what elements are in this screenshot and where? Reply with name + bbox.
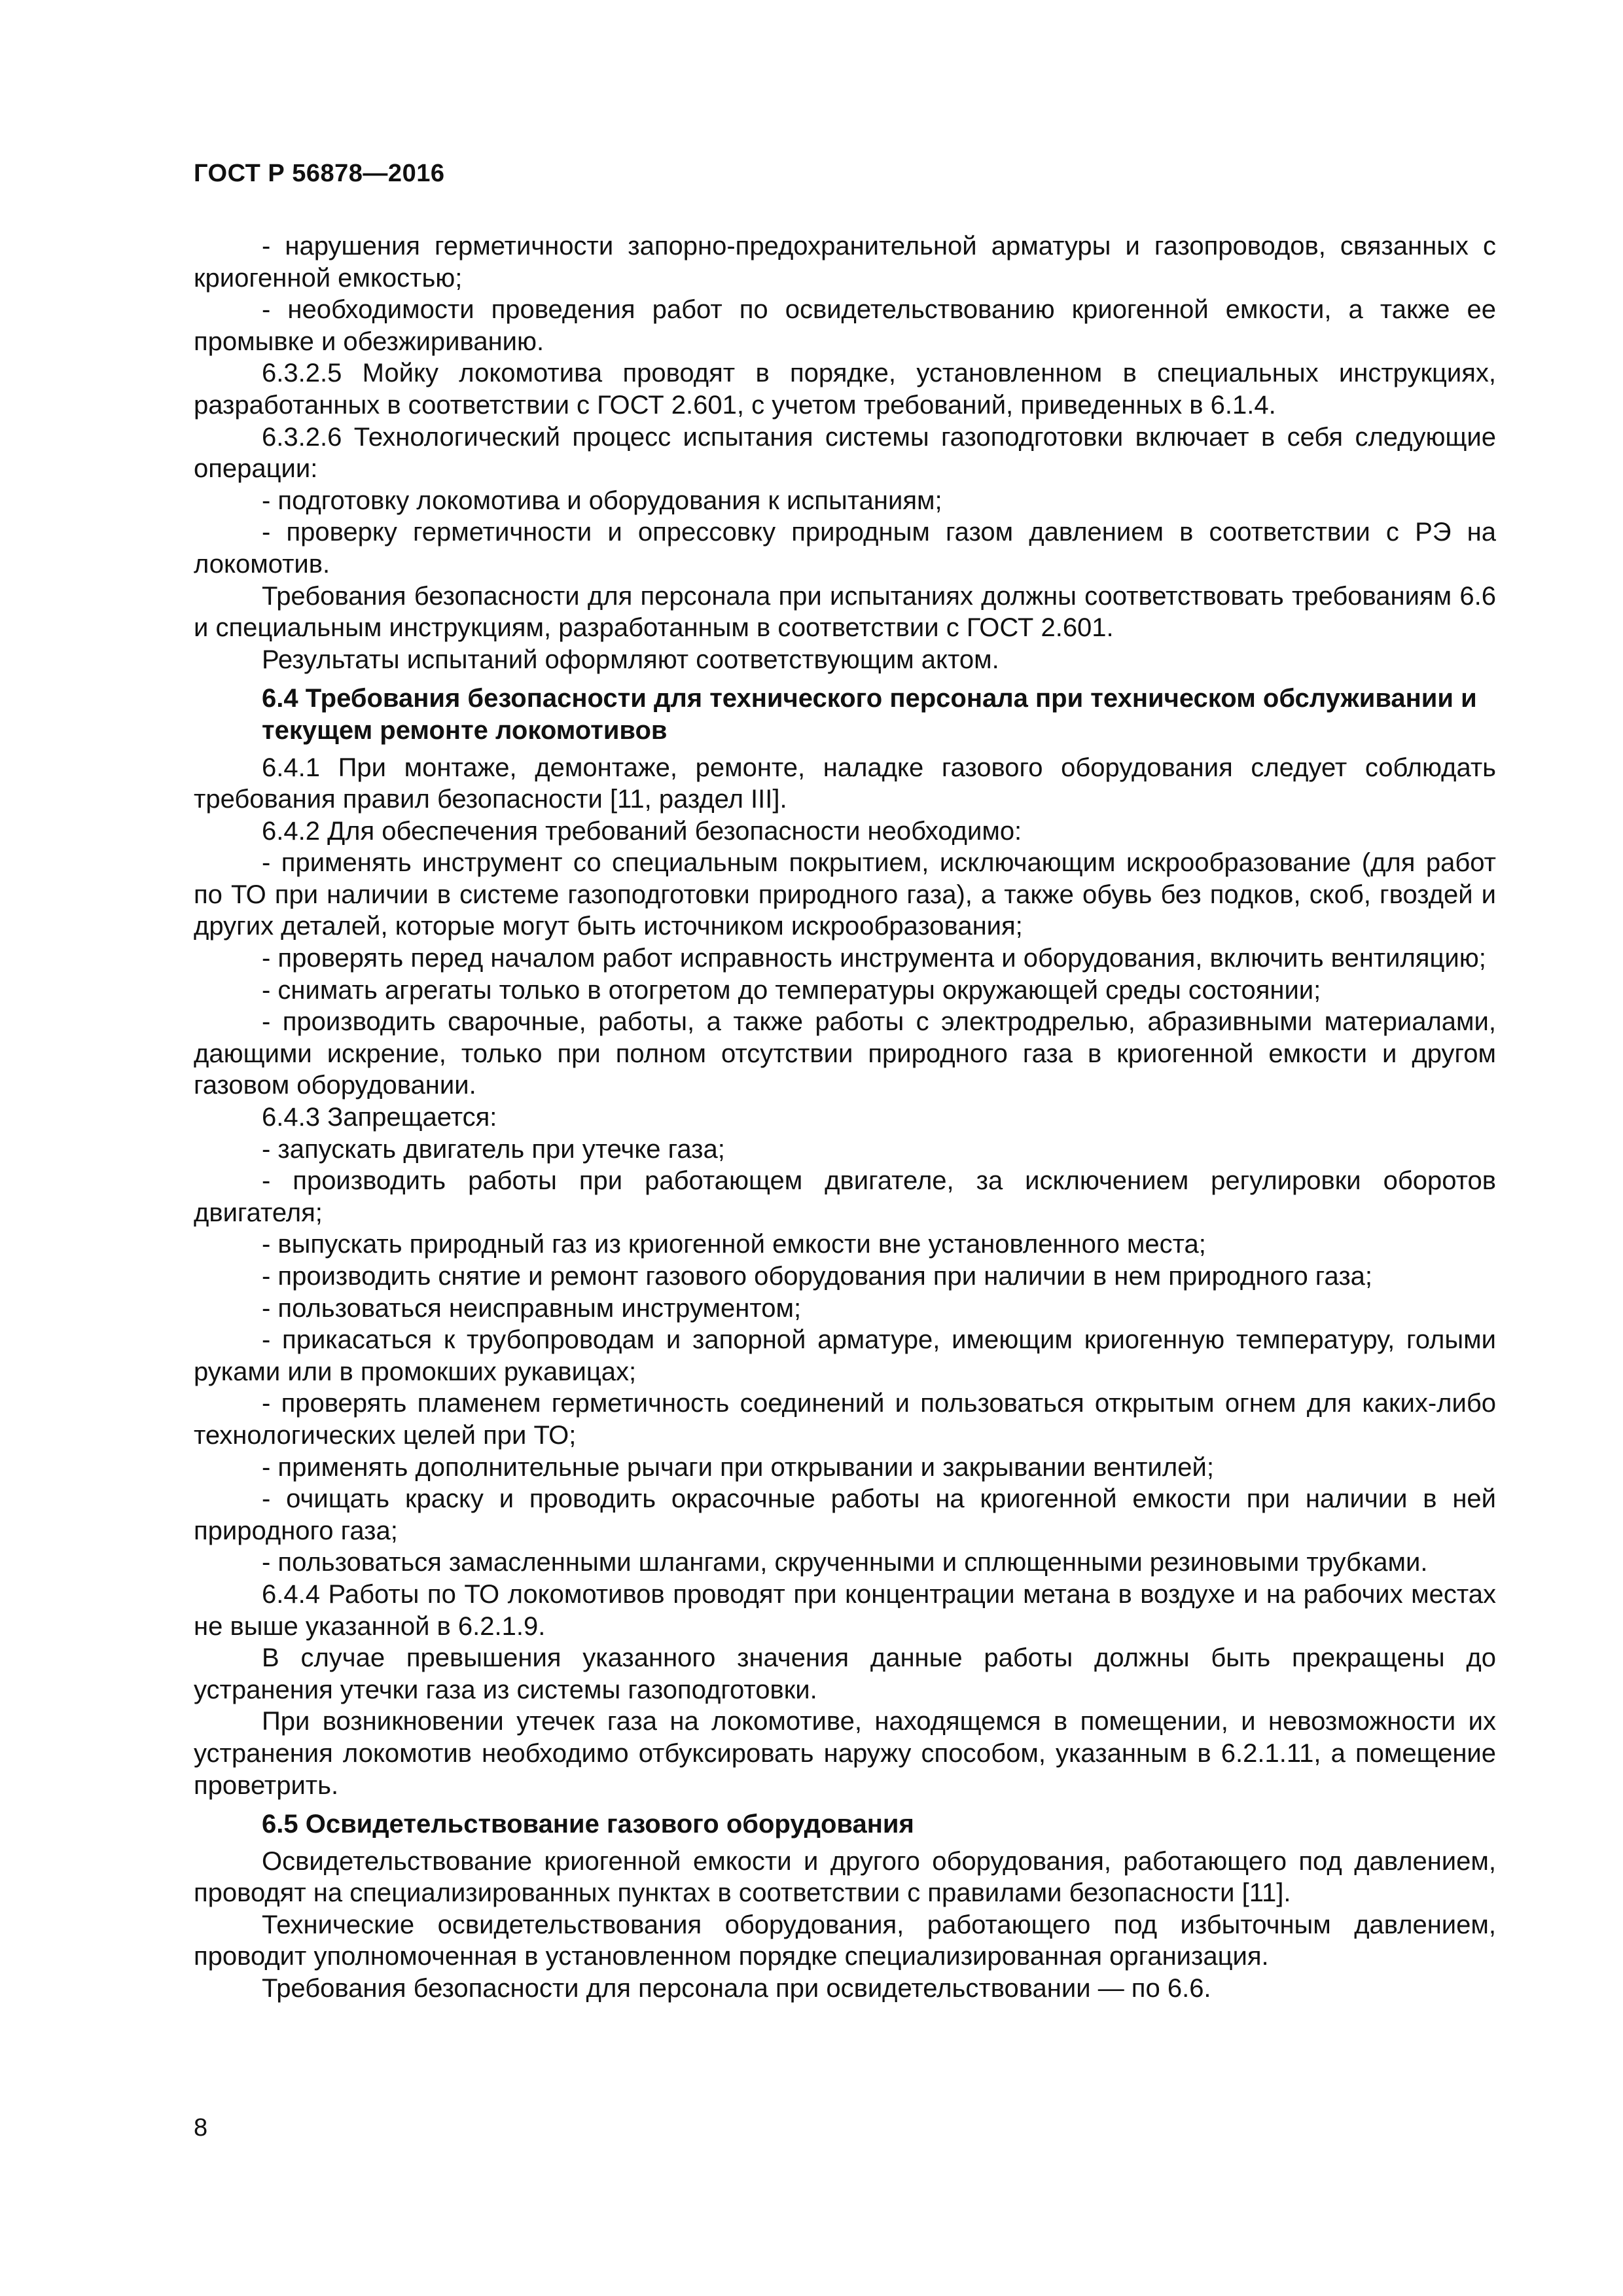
clause-paragraph: 6.4.1 При монтаже, демонтаже, ремонте, наладке газового оборудования следует соблюдать требования правил безопасности [11, раздел III]. [194,753,1496,814]
paragraph: Результаты испытаний оформляют соответствующим актом. [262,645,999,674]
list-item: - производить сварочные, работы, а также работы с электродрелью, абразивными материалами, дающими искрение, только при полном отсутствии природного газа в криогенной емкости и другом газовом оборудовании. [194,1007,1496,1100]
clause-paragraph: 6.4.3 Запрещается: [262,1103,497,1132]
list-item: - производить снятие и ремонт газового оборудования при наличии в нем природного газа; [262,1262,1373,1291]
document-body [194,230,1496,2005]
section-heading-6-5: 6.5 Освидетельствование газового оборудования [262,1810,914,1839]
list-item: - пользоваться неисправным инструментом; [262,1293,802,1323]
list-item: - применять дополнительные рычаги при открывании и закрывании вентилей; [262,1452,1214,1482]
list-item: - выпускать природный газ из криогенной емкости вне установленного места; [262,1230,1206,1259]
page-number: 8 [194,2114,208,2142]
section-heading-6-4: 6.4 Требования безопасности для технического персонала при техническом обслуживании и текущем ремонте локомотивов [262,684,1477,745]
list-item: - прикасаться к трубопроводам и запорной арматуре, имеющим криогенную температуру, голыми руками или в промокших рукавицах; [194,1325,1496,1386]
list-item: - пользоваться замасленными шлангами, скрученными и сплющенными резиновыми трубками. [262,1548,1428,1577]
document-header: ГОСТ Р 56878—2016 [194,160,445,187]
list-item: - производить работы при работающем двигателе, за исключением регулировки оборотов двигателя; [194,1166,1496,1227]
paragraph: В случае превышения указанного значения данные работы должны быть прекращены до устранения утечки газа из системы газоподготовки. [194,1643,1496,1704]
list-item: - снимать агрегаты только в отогретом до температуры окружающей среды состоянии; [262,975,1321,1005]
list-item: - подготовку локомотива и оборудования к испытаниям; [262,486,942,515]
list-item: - очищать краску и проводить окрасочные работы на криогенной емкости при наличии в ней природного газа; [194,1484,1496,1545]
paragraph: Требования безопасности для персонала при испытаниях должны соответствовать требованиям 6.6 и специальным инструкциям, разработанным в соответствии с ГОСТ 2.601. [194,581,1496,643]
paragraph: При возникновении утечек газа на локомотиве, находящемся в помещении, и невозможности их устранения локомотив необходимо отбуксировать наружу способом, указанным в 6.2.1.11, а помещение проветрить. [194,1707,1496,1800]
paragraph: Требования безопасности для персонала при освидетельствовании — по 6.6. [262,1974,1211,2003]
paragraph: Освидетельствование криогенной емкости и другого оборудования, работающего под давлением, проводят на специализированных пунктах в соответствии с правилами безопасности [11]. [194,1846,1496,1908]
clause-paragraph: 6.3.2.6 Технологический процесс испытания системы газоподготовки включает в себя следующие операции: [194,422,1496,484]
list-item: - проверять пламенем герметичность соединений и пользоваться открытым огнем для каких-либо технологических целей при ТО; [194,1389,1496,1450]
list-item: - запускать двигатель при утечке газа; [262,1134,725,1164]
clause-paragraph: 6.4.4 Работы по ТО локомотивов проводят при концентрации метана в воздухе и на рабочих местах не выше указанной в 6.2.1.9. [194,1579,1496,1641]
clause-paragraph: 6.4.2 Для обеспечения требований безопасности необходимо: [262,816,1022,846]
list-item: - проверку герметичности и опрессовку природным газом давлением в соответствии с РЭ на локомотив. [194,518,1496,579]
list-item: - необходимости проведения работ по освидетельствованию криогенной емкости, а также ее промывке и обезжириванию. [194,295,1496,356]
paragraph: Технические освидетельствования оборудования, работающего под избыточным давлением, проводит уполномоченная в установленном порядке специализированная организация. [194,1910,1496,1971]
list-item: - проверять перед началом работ исправность инструмента и оборудования, включить вентиляцию; [262,944,1486,973]
clause-paragraph: 6.3.2.5 Мойку локомотива проводят в порядке, установленном в специальных инструкциях, разработанных в соответствии с ГОСТ 2.601, с учетом требований, приведенных в 6.1.4. [194,359,1496,420]
list-item: - применять инструмент со специальным покрытием, исключающим искрообразование (для работ по ТО при наличии в системе газоподготовки природного газа), а также обувь без подков, скоб, гвоздей и других деталей, которые могут быть источником искрообразования; [194,848,1496,941]
list-item: - нарушения герметичности запорно-предохранительной арматуры и газопроводов, связанных с криогенной емкостью; [194,232,1496,293]
